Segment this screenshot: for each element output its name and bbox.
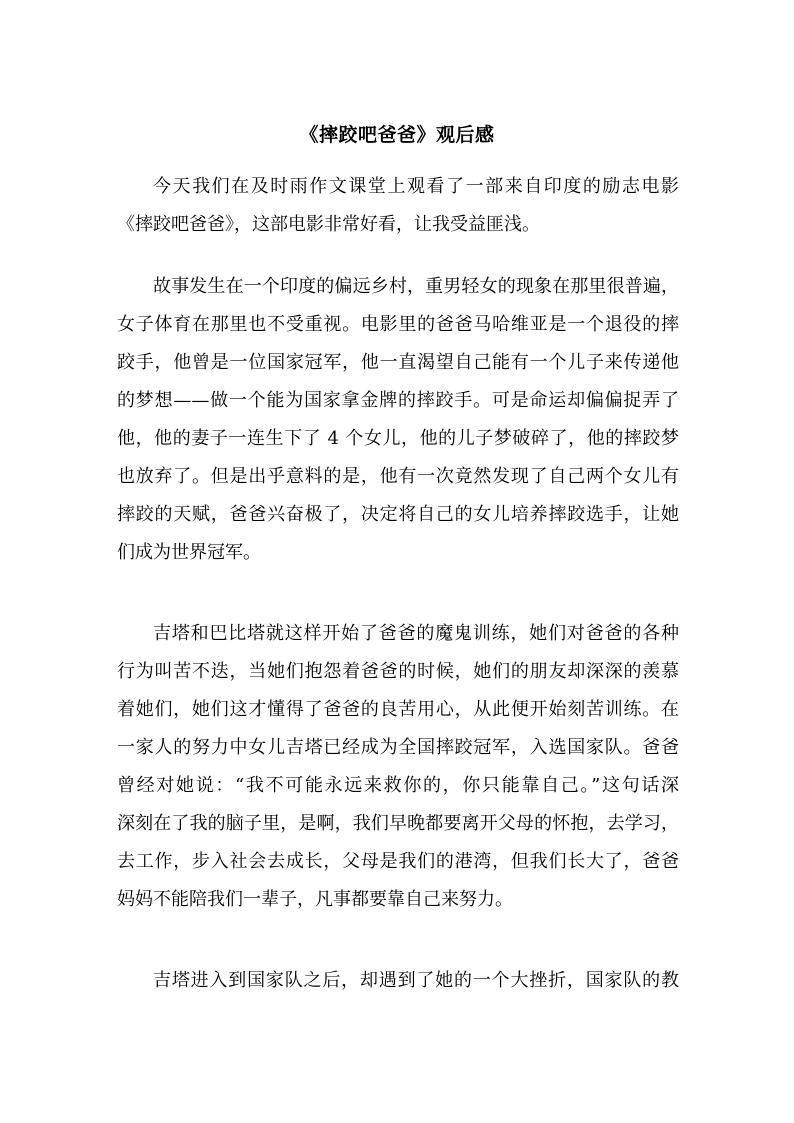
paragraph-line: 行为叫苦不迭，当她们抱怨着爸爸的时候，她们的朋友却深深的羡慕 bbox=[117, 661, 679, 682]
paragraph-line: 的梦想——做一个能为国家拿金牌的摔跤手。可是命运却偏偏捉弄了 bbox=[117, 390, 679, 411]
paragraph-story bbox=[117, 268, 679, 572]
paragraph-line: 吉塔进入到国家队之后，却遇到了她的一个大挫折，国家队的教 bbox=[153, 970, 679, 991]
paragraph-line: 一家人的努力中女儿吉塔已经成为全国摔跤冠军，入选国家队。爸爸 bbox=[117, 737, 679, 758]
paragraph-line: 今天我们在及时雨作文课堂上观看了一部来自印度的励志电影 bbox=[153, 176, 679, 197]
paragraph-intro bbox=[117, 168, 679, 244]
paragraph-line: 吉塔和巴比塔就这样开始了爸爸的魔鬼训练，她们对爸爸的各种 bbox=[153, 623, 679, 644]
paragraph-line: 女子体育在那里也不受重视。电影里的爸爸马哈维亚是一个退役的摔 bbox=[117, 314, 679, 335]
paragraph-line: 曾经对她说：“我不可能永远来救你的，你只能靠自己。”这句话深 bbox=[117, 775, 679, 796]
paragraph-national-team bbox=[117, 962, 679, 1000]
paragraph-line: 跤手，他曾是一位国家冠军，他一直渴望自己能有一个儿子来传递他 bbox=[117, 352, 679, 373]
paragraph-training bbox=[117, 615, 679, 919]
paragraph-line: 故事发生在一个印度的偏远乡村，重男轻女的现象在那里很普遍， bbox=[153, 276, 679, 297]
paragraph-line: 摔跤的天赋，爸爸兴奋极了，决定将自己的女儿培养摔跤选手，让她 bbox=[117, 504, 679, 525]
paragraph-line: 着她们，她们这才懂得了爸爸的良苦用心，从此便开始刻苦训练。在 bbox=[117, 699, 679, 720]
paragraph-line: 妈妈不能陪我们一辈子，凡事都要靠自己来努力。 bbox=[117, 889, 513, 910]
paragraph-line: 《摔跤吧爸爸》，这部电影非常好看，让我受益匪浅。 bbox=[117, 214, 540, 235]
paragraph-line: 深刻在了我的脑子里，是啊，我们早晚都要离开父母的怀抱，去学习， bbox=[117, 813, 679, 834]
paragraph-line: 们成为世界冠军。 bbox=[117, 542, 261, 563]
paragraph-line: 他，他的妻子一连生下了 4 个女儿，他的儿子梦破碎了，他的摔跤梦 bbox=[117, 428, 679, 449]
page-title: 《摔跤吧爸爸》观后感 bbox=[299, 124, 495, 146]
paragraph-line: 去工作，步入社会去成长，父母是我们的港湾，但我们长大了，爸爸 bbox=[117, 851, 679, 872]
paragraph-line: 也放弃了。但是出乎意料的是，他有一次竟然发现了自己两个女儿有 bbox=[117, 466, 679, 487]
